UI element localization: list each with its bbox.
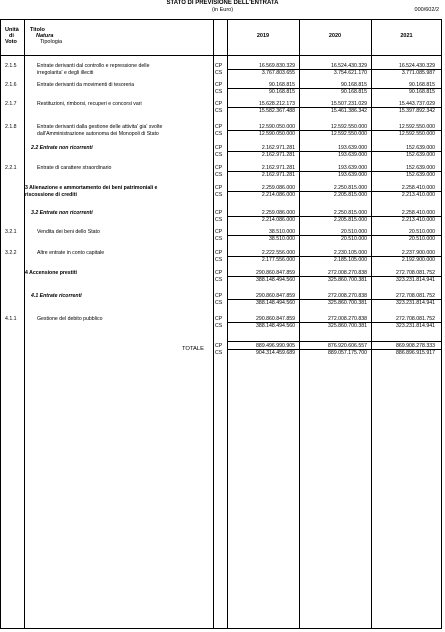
column-header-2021: 2021	[400, 33, 413, 39]
cs-value-2021: 323.231.814.941	[396, 300, 435, 306]
cs-value-2021: 2.192.900.000	[401, 257, 435, 263]
row-separator	[227, 130, 442, 131]
cp-value-2021: 20.510.000	[409, 229, 435, 235]
row-separator	[227, 171, 442, 172]
row-separator	[227, 107, 442, 108]
row-description: Altre entrate in conto capitale	[37, 250, 105, 256]
cs-label: CS	[215, 350, 223, 356]
cs-label: CS	[215, 70, 223, 76]
cs-value-2020: 2.185.105.000	[333, 257, 367, 263]
column-header-natura: Natura	[36, 33, 54, 39]
row-description: Gestione del debito pubblico	[37, 316, 103, 322]
row-description: irregolarita' e degli illeciti	[37, 70, 94, 76]
row-separator	[227, 235, 442, 236]
row-description: Entrate derivanti dalla gestione delle attivita' gia' svolte	[37, 124, 163, 130]
cp-label: CP	[215, 165, 223, 171]
row-description: riscossione di crediti	[25, 192, 77, 198]
cs-value-2019: 90.168.815	[269, 89, 295, 95]
cp-value-2021: 2.258.410.000	[401, 185, 435, 191]
cp-value-2020: 90.168.815	[341, 82, 367, 88]
cp-value-2019: 16.569.830.329	[258, 63, 295, 69]
row-description: 3 Alienazione e ammortamento dei beni patrimoniali e	[25, 185, 158, 191]
cp-value-2020: 2.250.815.000	[333, 210, 367, 216]
row-description: dall'Amministrazione autonoma dei Monopoli di Stato	[37, 131, 159, 137]
cp-value-2019: 2.259.086.000	[261, 185, 295, 191]
cp-label: CP	[215, 229, 223, 235]
cs-value-2019: 15.582.367.488	[258, 108, 295, 114]
cp-value-2020: 272.008.270.838	[328, 293, 367, 299]
row-description: Vendita dei beni dello Stato	[37, 229, 100, 235]
cp-label: CP	[215, 270, 223, 276]
cp-value-2020: 272.008.270.838	[328, 316, 367, 322]
cp-value-2019: 2.222.556.000	[261, 250, 295, 256]
cs-value-2020: 2.205.815.000	[333, 192, 367, 198]
cp-label: CP	[215, 316, 223, 322]
cs-value-2019: 2.162.971.281	[261, 152, 295, 158]
cs-value-2020: 193.639.000	[338, 172, 367, 178]
column-header-titolo: Titolo	[30, 27, 45, 33]
row-description: Entrate derivanti da movimenti di tesoreria	[37, 82, 135, 88]
row-separator	[227, 216, 442, 217]
cs-value-2021: 152.639.000	[406, 172, 435, 178]
cp-label: CP	[215, 343, 223, 349]
cp-value-2019: 2.162.971.281	[261, 145, 295, 151]
cp-value-2019: 15.628.212.173	[258, 101, 295, 107]
column-divider	[24, 19, 25, 629]
cs-value-2019: 2.214.086.000	[261, 217, 295, 223]
header-divider	[0, 55, 442, 56]
cp-label: CP	[215, 82, 223, 88]
cp-value-2020: 272.008.270.838	[328, 270, 367, 276]
voting-unit-id: 2.1.7	[5, 101, 17, 107]
row-description: 2.2 Entrate non ricorrenti	[31, 145, 93, 151]
row-separator	[227, 256, 442, 257]
cs-value-2021: 20.510.000	[409, 236, 435, 242]
cs-value-2021: 15.397.892.342	[398, 108, 435, 114]
cp-value-2019: 2.162.971.281	[261, 165, 295, 171]
row-separator	[227, 299, 442, 300]
row-description: Restituzioni, rimborsi, recuperi e concorsi vari	[37, 101, 142, 107]
cs-value-2019: 388.148.494.560	[256, 323, 295, 329]
cs-value-2021: 90.168.815	[409, 89, 435, 95]
cs-value-2021: 323.231.814.941	[396, 277, 435, 283]
cs-label: CS	[215, 152, 223, 158]
cs-label: CS	[215, 131, 223, 137]
cp-value-2020: 193.639.000	[338, 145, 367, 151]
column-header-2019: 2019	[256, 33, 270, 39]
cp-value-2019: 290.860.847.859	[256, 270, 295, 276]
cs-value-2021: 886.896.915.917	[396, 350, 435, 356]
cp-value-2021: 152.639.000	[406, 165, 435, 171]
cp-label: CP	[215, 124, 223, 130]
cp-value-2019: 12.590.050.000	[258, 124, 295, 130]
cs-label: CS	[215, 257, 223, 263]
cs-value-2019: 12.590.050.000	[258, 131, 295, 137]
cp-label: CP	[215, 145, 223, 151]
cs-label: CS	[215, 192, 223, 198]
cs-value-2019: 2.177.556.000	[261, 257, 295, 263]
document-subtitle: (in Euro)	[211, 7, 234, 13]
cs-value-2019: 2.162.971.281	[261, 172, 295, 178]
cp-value-2020: 2.250.815.000	[333, 185, 367, 191]
cp-value-2020: 20.510.000	[341, 229, 367, 235]
cs-value-2021: 12.592.550.000	[398, 131, 435, 137]
document-title: STATO DI PREVISIONE DELL'ENTRATA	[166, 0, 279, 6]
cp-value-2019: 290.860.847.859	[256, 316, 295, 322]
cs-label: CS	[215, 172, 223, 178]
cp-label: CP	[215, 250, 223, 256]
cs-value-2021: 152.639.000	[406, 152, 435, 158]
cp-value-2019: 889.496.990.905	[256, 343, 295, 349]
cs-value-2019: 388.148.494.560	[256, 300, 295, 306]
column-header-2020: 2020	[328, 33, 342, 39]
document-code: 000/602/2	[414, 7, 439, 13]
cp-value-2021: 869.908.278.333	[396, 343, 435, 349]
cs-value-2019: 388.148.494.560	[256, 277, 295, 283]
cp-value-2019: 90.168.815	[269, 82, 295, 88]
cp-label: CP	[215, 101, 223, 107]
cs-label: CS	[215, 300, 223, 306]
cp-value-2021: 152.639.000	[406, 145, 435, 151]
cs-value-2020: 325.860.700.381	[328, 323, 367, 329]
cs-value-2019: 904.314.459.689	[256, 350, 295, 356]
cp-value-2020: 876.920.606.557	[328, 343, 367, 349]
cs-value-2020: 90.168.815	[341, 89, 367, 95]
cp-value-2019: 2.259.086.000	[261, 210, 295, 216]
row-separator	[227, 322, 442, 323]
voting-unit-id: 4.1.1	[5, 316, 17, 322]
cs-value-2019: 3.767.803.655	[261, 70, 295, 76]
voting-unit-id: 3.2.2	[5, 250, 17, 256]
column-header-tipologia: Tipologia	[40, 39, 63, 45]
cp-value-2020: 193.639.000	[338, 165, 367, 171]
cs-value-2020: 2.205.815.000	[333, 217, 367, 223]
cp-label: CP	[215, 63, 223, 69]
cp-label: CP	[215, 210, 223, 216]
row-description: 3.2 Entrate non ricorrenti	[31, 210, 93, 216]
cs-label: CS	[215, 217, 223, 223]
row-separator	[227, 69, 442, 70]
cs-value-2021: 2.213.410.000	[401, 192, 435, 198]
cs-value-2021: 3.771.085.987	[401, 70, 435, 76]
cp-value-2021: 2.258.410.000	[401, 210, 435, 216]
cp-label: CP	[215, 185, 223, 191]
row-separator	[227, 191, 442, 192]
cs-value-2020: 889.057.175.700	[328, 350, 367, 356]
row-description: 4 Accensione prestiti	[25, 270, 77, 276]
cp-value-2021: 16.524.430.329	[398, 63, 435, 69]
row-description: 4.1 Entrate ricorrenti	[31, 293, 82, 299]
cp-value-2021: 90.168.815	[409, 82, 435, 88]
cp-value-2021: 2.237.900.000	[401, 250, 435, 256]
row-separator	[227, 349, 442, 350]
cs-label: CS	[215, 323, 223, 329]
total-label: TOTALE	[182, 346, 205, 352]
cs-label: CS	[215, 89, 223, 95]
voting-unit-id: 2.1.8	[5, 124, 17, 130]
voting-unit-id: 2.1.6	[5, 82, 17, 88]
cs-value-2020: 3.754.621.170	[333, 70, 367, 76]
cs-label: CS	[215, 277, 223, 283]
cp-value-2021: 272.708.081.752	[396, 293, 435, 299]
voting-unit-id: 3.2.1	[5, 229, 17, 235]
cs-value-2020: 325.860.700.381	[328, 277, 367, 283]
cs-value-2019: 2.214.086.000	[261, 192, 295, 198]
voting-unit-id: 2.2.1	[5, 165, 17, 171]
cp-value-2020: 12.592.550.000	[330, 124, 367, 130]
row-description: Entrate derivanti dal controllo e repressione delle	[37, 63, 150, 69]
cp-value-2021: 272.708.081.752	[396, 316, 435, 322]
cp-value-2020: 16.524.430.329	[330, 63, 367, 69]
cp-value-2019: 38.510.000	[269, 229, 295, 235]
cs-value-2019: 38.510.000	[269, 236, 295, 242]
cs-value-2020: 325.860.700.381	[328, 300, 367, 306]
total-divider	[227, 341, 442, 342]
row-separator	[227, 276, 442, 277]
row-description: Entrate di carattere straordinario	[37, 165, 112, 171]
cs-value-2020: 15.461.386.342	[330, 108, 367, 114]
cp-value-2019: 290.860.847.859	[256, 293, 295, 299]
cs-value-2020: 12.592.550.000	[330, 131, 367, 137]
cp-value-2021: 12.592.550.000	[398, 124, 435, 130]
row-separator	[227, 151, 442, 152]
cs-value-2020: 193.639.000	[338, 152, 367, 158]
column-divider	[213, 19, 214, 629]
cs-value-2020: 20.510.000	[341, 236, 367, 242]
voting-unit-id: 2.1.5	[5, 63, 17, 69]
cp-value-2020: 2.230.105.000	[333, 250, 367, 256]
cp-value-2021: 272.708.081.752	[396, 270, 435, 276]
cp-value-2021: 15.443.737.029	[398, 101, 435, 107]
cs-value-2021: 323.231.814.941	[396, 323, 435, 329]
cp-label: CP	[215, 293, 223, 299]
cp-value-2020: 15.507.231.029	[330, 101, 367, 107]
cs-label: CS	[215, 236, 223, 242]
row-separator	[227, 88, 442, 89]
cs-value-2021: 2.213.410.000	[401, 217, 435, 223]
cs-label: CS	[215, 108, 223, 114]
